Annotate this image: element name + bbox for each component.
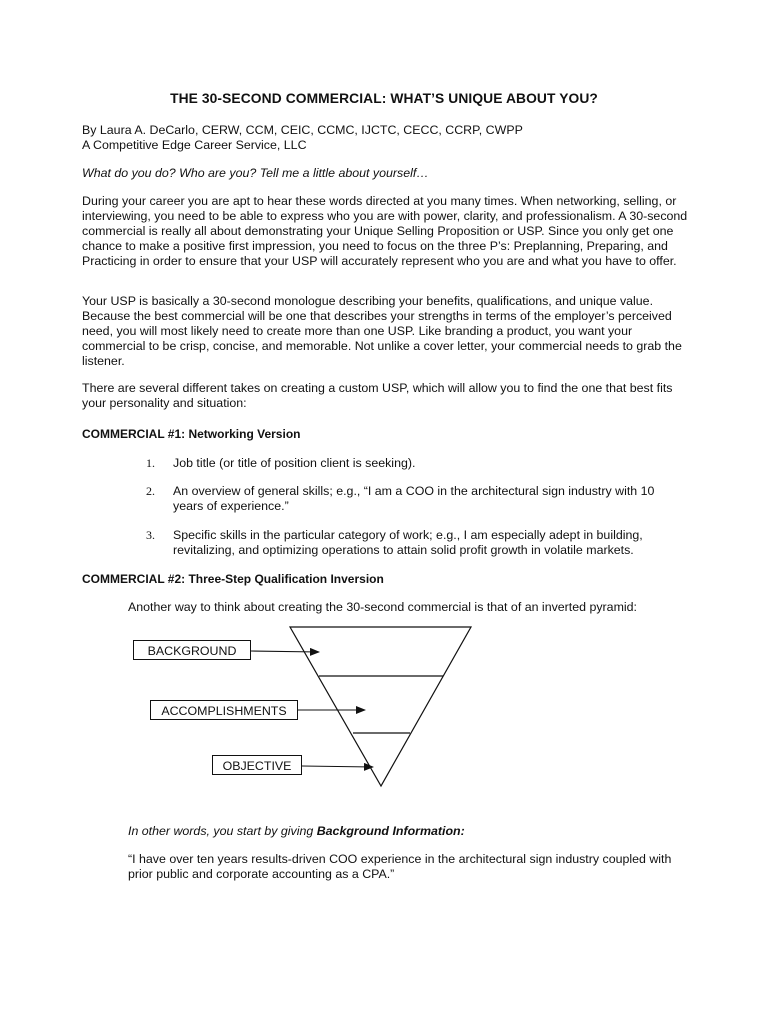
- list-text: Job title (or title of position client is seeking).: [173, 456, 416, 470]
- paragraph-career: During your career you are apt to hear these words directed at you many times. When networking, selling, or interviewing, you need to be able to express who you are with power, clarity, and professionalism. A 30-second commercial is really all about demonstrating your Unique Selling Proposition or USP. Since you only get one chance to make a positive first impression, you need to focus on the three P’s: Preplanning, Preparing, and Practicing in order to ensure that your USP will accurately represent who you are and what you have to offer.: [82, 194, 688, 268]
- in-other-words-line: [128, 824, 688, 839]
- commercial-2-intro: Another way to think about creating the 30-second commercial is that of an inverted pyramid:: [128, 600, 637, 614]
- objective-arrow: [302, 766, 373, 767]
- paragraph-takes: There are several different takes on creating a custom USP, which will allow you to find the one that best fits your personality and situation:: [82, 381, 673, 410]
- list-number: 1.: [146, 456, 155, 470]
- in-other-words-prefix: In other words, you start by giving: [128, 824, 317, 838]
- document-title: THE 30-SECOND COMMERCIAL: WHAT’S UNIQUE ABOUT YOU?: [170, 91, 598, 106]
- accomplishments-label: ACCOMPLISHMENTS: [150, 700, 298, 720]
- commercial-1-heading: COMMERCIAL #1: Networking Version: [82, 427, 301, 441]
- intro-question: What do you do? Who are you? Tell me a little about yourself…: [82, 166, 429, 180]
- list-text: An overview of general skills; e.g., “I am a COO in the architectural sign industry with 10 years of experience.”: [173, 484, 655, 513]
- commercial-2-heading: COMMERCIAL #2: Three-Step Qualification Inversion: [82, 572, 384, 586]
- background-arrow: [251, 651, 319, 652]
- list-text: Specific skills in the particular category of work; e.g., I am especially adept in building, revitalizing, and optimizing operations to attain solid profit growth in volatile markets.: [173, 528, 643, 557]
- pyramid-outline: [290, 627, 471, 786]
- background-quote: “I have over ten years results-driven COO experience in the architectural sign industry coupled with prior public and corporate accounting as a CPA.”: [128, 852, 672, 881]
- company-line: A Competitive Edge Career Service, LLC: [82, 138, 307, 152]
- objective-label: OBJECTIVE: [212, 755, 302, 775]
- list-number: 2.: [146, 484, 155, 498]
- paragraph-usp: Your USP is basically a 30-second monologue describing your benefits, qualifications, and unique value. Because the best commercial will be one that describes your strengths in terms of the employer’s perceived need, you will most likely need to create more than one USP. Like branding a product, you want your commercial to be crisp, concise, and memorable. Not unlike a cover letter, your commercial needs to grab the listener.: [82, 294, 682, 368]
- list-number: 3.: [146, 528, 155, 542]
- background-information-emphasis: Background Information:: [316, 824, 465, 838]
- background-label: BACKGROUND: [133, 640, 251, 660]
- author-line: By Laura A. DeCarlo, CERW, CCM, CEIC, CCMC, IJCTC, CECC, CCRP, CWPP: [82, 123, 523, 137]
